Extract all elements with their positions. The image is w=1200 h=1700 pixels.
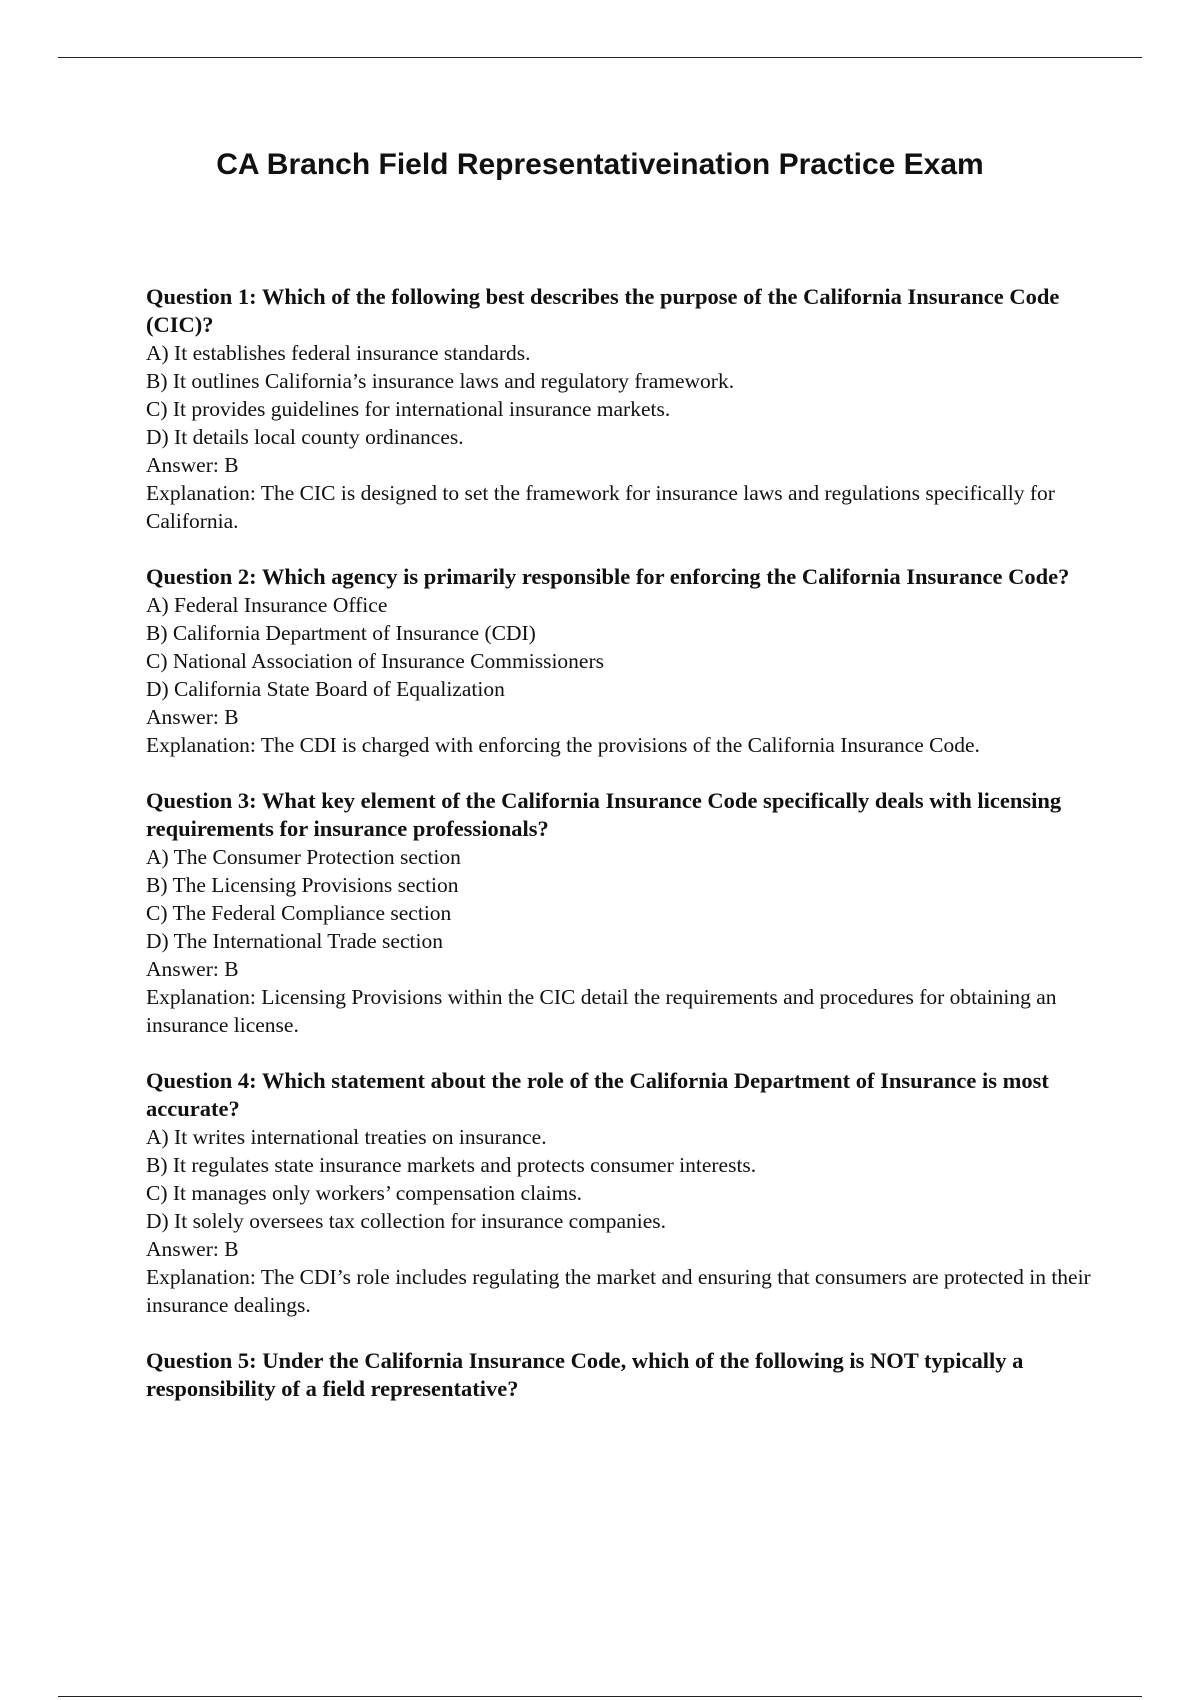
option-d: D) It details local county ordinances. bbox=[146, 425, 464, 449]
answer: Answer: B bbox=[146, 453, 239, 477]
question-text: Question 2: Which agency is primarily responsible for enforcing the California Insurance Code? bbox=[146, 564, 1070, 589]
option-a: A) It establishes federal insurance standards. bbox=[146, 341, 531, 365]
question-4 bbox=[146, 1067, 1106, 1319]
answer: Answer: B bbox=[146, 705, 239, 729]
option-b: B) The Licensing Provisions section bbox=[146, 873, 459, 897]
document-title: CA Branch Field Representativeination Practice Exam bbox=[216, 148, 984, 181]
option-list bbox=[146, 843, 1106, 955]
explanation: Explanation: The CDI’s role includes regulating the market and ensuring that consumers are protected in their insurance dealings. bbox=[146, 1265, 1091, 1317]
option-list bbox=[146, 591, 1106, 703]
question-text: Question 3: What key element of the California Insurance Code specifically deals with licensing requirements for insurance professionals? bbox=[146, 788, 1062, 841]
question-text: Question 4: Which statement about the role of the California Department of Insurance is most accurate? bbox=[146, 1068, 1049, 1121]
option-b: B) It regulates state insurance markets and protects consumer interests. bbox=[146, 1153, 757, 1177]
option-d: D) The International Trade section bbox=[146, 929, 443, 953]
option-list bbox=[146, 1123, 1106, 1235]
option-c: C) It provides guidelines for international insurance markets. bbox=[146, 397, 671, 421]
option-a: A) It writes international treaties on insurance. bbox=[146, 1125, 547, 1149]
question-text: Question 1: Which of the following best describes the purpose of the California Insurance Code (CIC)? bbox=[146, 284, 1060, 337]
question-3 bbox=[146, 787, 1106, 1039]
question-text: Question 5: Under the California Insurance Code, which of the following is NOT typically a responsibility of a field representative? bbox=[146, 1348, 1024, 1401]
option-c: C) National Association of Insurance Commissioners bbox=[146, 649, 604, 673]
explanation: Explanation: The CDI is charged with enforcing the provisions of the California Insurance Code. bbox=[146, 733, 980, 757]
option-d: D) California State Board of Equalization bbox=[146, 677, 505, 701]
bottom-divider bbox=[58, 1696, 1142, 1697]
question-2 bbox=[146, 563, 1106, 759]
option-b: B) It outlines California’s insurance laws and regulatory framework. bbox=[146, 369, 735, 393]
option-c: C) It manages only workers’ compensation claims. bbox=[146, 1181, 583, 1205]
explanation: Explanation: The CIC is designed to set the framework for insurance laws and regulations specifically for California. bbox=[146, 481, 1055, 533]
option-c: C) The Federal Compliance section bbox=[146, 901, 452, 925]
top-divider bbox=[58, 57, 1142, 58]
option-a: A) Federal Insurance Office bbox=[146, 593, 388, 617]
question-list bbox=[146, 283, 1106, 1431]
option-b: B) California Department of Insurance (CDI) bbox=[146, 621, 536, 645]
option-list bbox=[146, 339, 1106, 451]
question-1 bbox=[146, 283, 1106, 535]
answer: Answer: B bbox=[146, 1237, 239, 1261]
explanation: Explanation: Licensing Provisions within the CIC detail the requirements and procedures for obtaining an insurance license. bbox=[146, 985, 1057, 1037]
option-d: D) It solely oversees tax collection for insurance companies. bbox=[146, 1209, 666, 1233]
option-a: A) The Consumer Protection section bbox=[146, 845, 461, 869]
question-5 bbox=[146, 1347, 1106, 1403]
answer: Answer: B bbox=[146, 957, 239, 981]
